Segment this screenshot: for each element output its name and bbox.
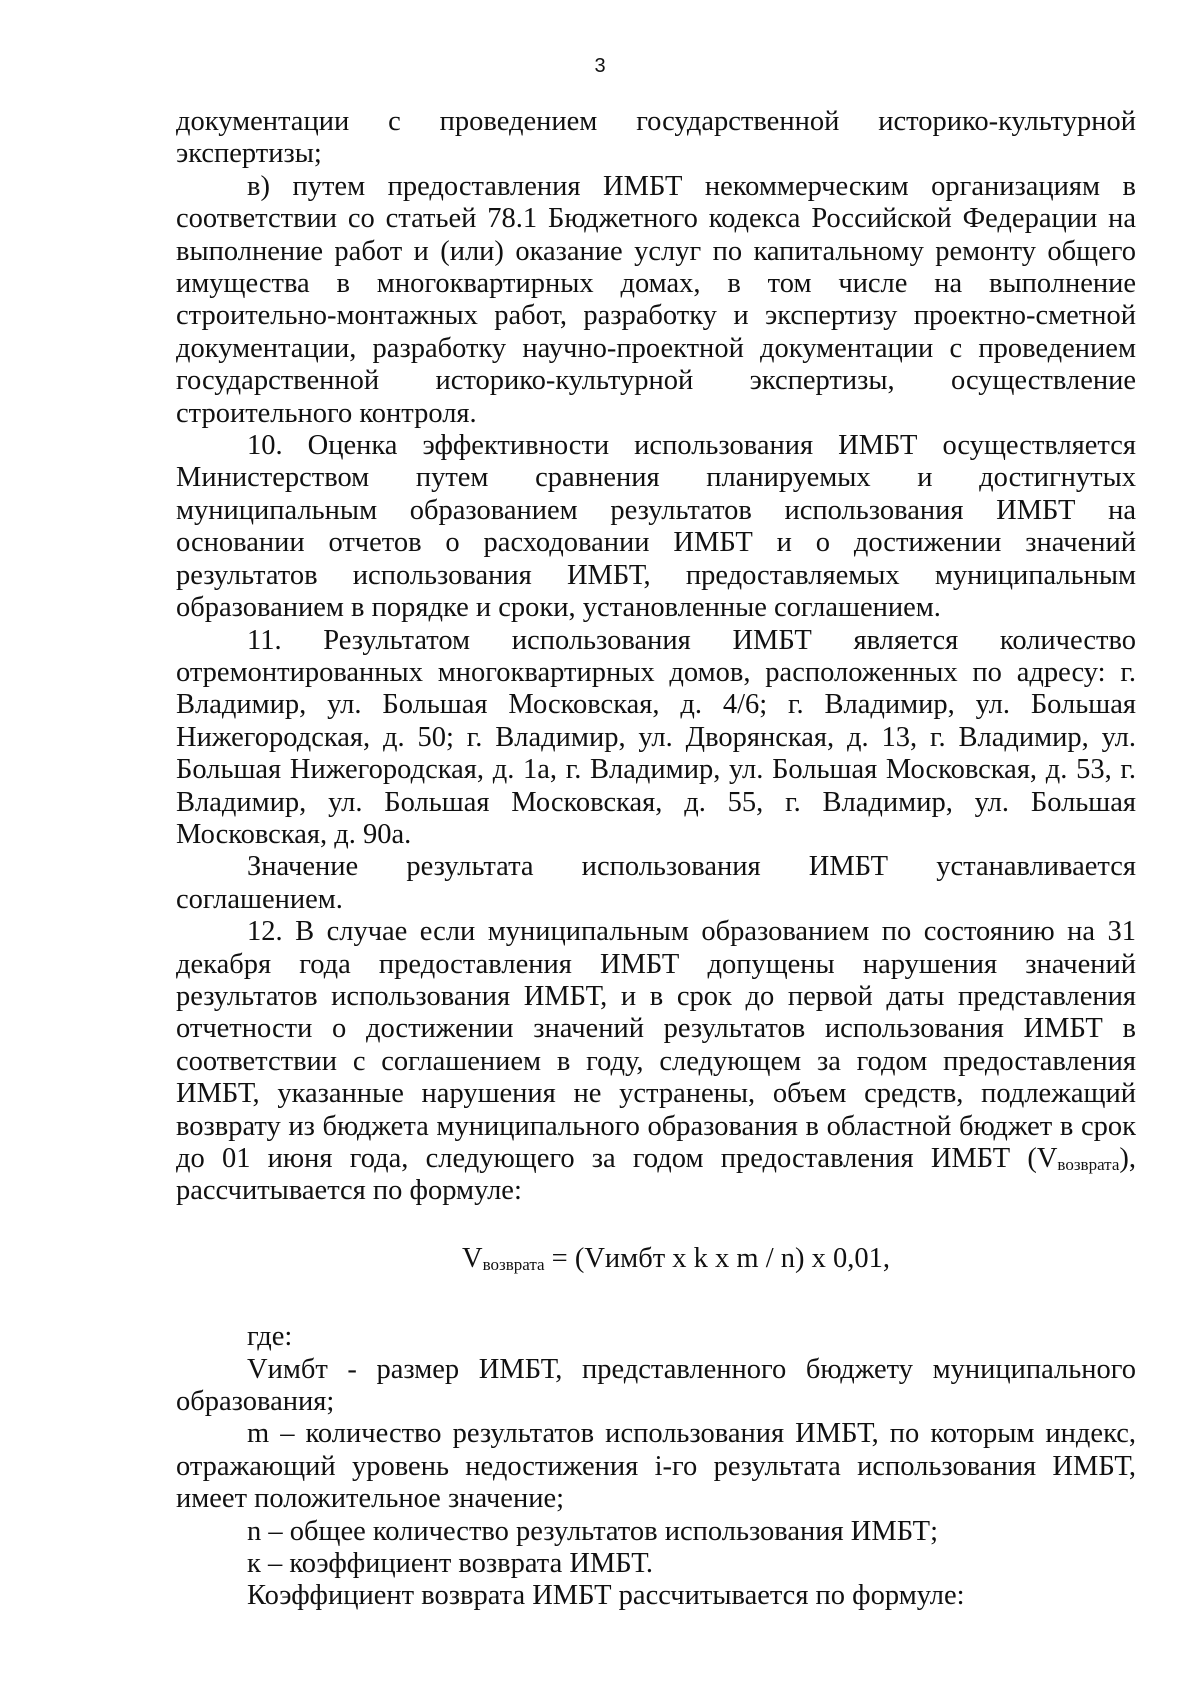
definition-n: n – общее количество результатов использования ИМБТ; (247, 1515, 939, 1547)
page-number: 3 (594, 55, 606, 77)
paragraph-result-value: Значение результата использования ИМБТ устанавливается соглашением. (176, 851, 1136, 915)
paragraph-where: где: (247, 1321, 293, 1353)
return-formula (176, 1243, 1136, 1275)
paragraph-11: 11. Результатом использования ИМБТ является количество отремонтированных многоквартирных домов, расположенных по адресу: г. Владимир, ул. Большая Московская, д. 4/6; г. Владимир, ул. Большая Нижегородская, д. 50; г. Владимир, ул. Дворянская, д. 13, г. Владимир, ул. Большая Нижегородская, д. 1а, г. Владимир, ул. Большая Московская, д. 53, г. Владимир, ул. Большая Московская, д. 55, г. Владимир, ул. Большая Московская, д. 90а. (176, 624, 1136, 850)
definition-m: m – количество результатов использования ИМБТ, по которым индекс, отражающий уровень недостижения i-го результата использования ИМБТ, имеет положительное значение; (176, 1418, 1136, 1515)
document-body (176, 106, 1136, 1613)
formula-v: V (461, 1242, 483, 1274)
paragraph-continuation: документации с проведением государственной историко-культурной экспертизы; (176, 106, 1136, 170)
spacer (176, 1208, 1136, 1243)
paragraph-12-subscript: возврата (1057, 1155, 1120, 1174)
paragraph-item-v: в) путем предоставления ИМБТ некоммерческим организациям в соответствии со статьей 78.1 Бюджетного кодекса Российской Федерации на выполнение работ и (или) оказание услуг по капитальному ремонту общего имущества в многоквартирных домах, в том числе на выполнение строительно-монтажных работ, разработку и экспертизу проектно-сметной документации, разработку научно-проектной документации с проведением государственной историко-культурной экспертизы, осуществление строительного контроля. (176, 170, 1136, 429)
spacer (176, 1275, 1136, 1321)
definition-vimbt: Vимбт - размер ИМБТ, представленного бюджету муниципального образования; (176, 1353, 1136, 1418)
formula-subscript: возврата (482, 1254, 545, 1274)
paragraph-10: 10. Оценка эффективности использования ИМБТ осуществляется Министерством путем сравнения планируемых и достигнутых муниципальным образованием результатов использования ИМБТ на основании отчетов о расходовании ИМБТ и о достижении значений результатов использования ИМБТ, предоставляемых муниципальным образованием в порядке и сроки, установленные соглашением. (176, 430, 1136, 624)
paragraph-coefficient-intro: Коэффициент возврата ИМБТ рассчитывается по формуле: (247, 1580, 965, 1612)
definition-k: к – коэффициент возврата ИМБТ. (247, 1548, 653, 1580)
paragraph-12-text: 12. В случае если муниципальным образованием по состоянию на 31 декабря года предоставления ИМБТ допущены нарушения значений результатов использования ИМБТ, и в срок до первой даты представления отчетности о достижении значений результатов использования ИМБТ в соответствии с соглашением в году, следующем за годом предоставления ИМБТ, указанные нарушения не устранены, объем средств, подлежащий возврату из бюджета муниципального образования в областной бюджет в срок до 01 июня года, следующего за годом предоставления ИМБТ (V (176, 916, 1136, 1174)
paragraph-12-text-end: ), рассчитывается по формуле: (176, 1143, 1136, 1207)
paragraph-12 (176, 916, 1136, 1208)
formula-expression: = (Vимбт x k x m / n) x 0,01, (544, 1242, 890, 1274)
